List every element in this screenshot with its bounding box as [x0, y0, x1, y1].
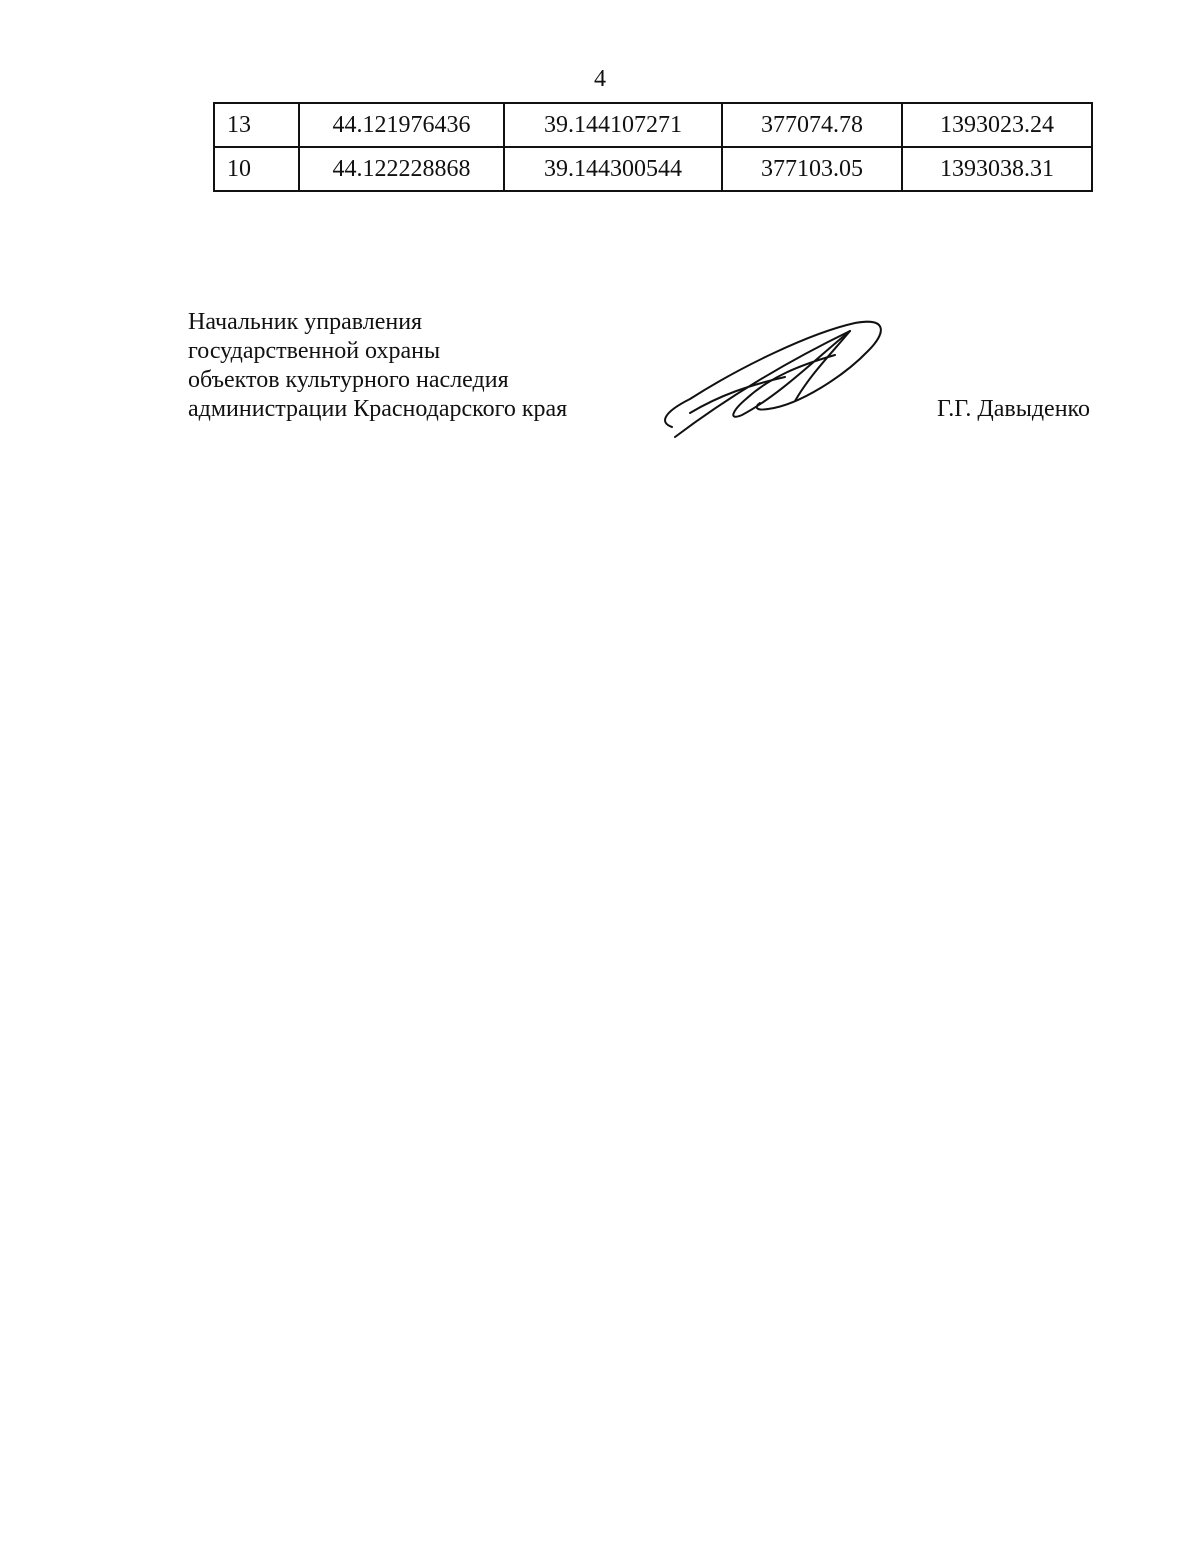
point-number-cell: 10 [214, 147, 299, 191]
handwritten-signature [650, 315, 890, 450]
signer-position-line: Начальник управления [188, 309, 423, 335]
signer-position-line: государственной охраны [188, 338, 441, 364]
y-coordinate-cell: 1393023.24 [902, 103, 1092, 147]
signer-position-line: администрации Краснодарского края [188, 396, 568, 422]
longitude-cell: 39.144300544 [504, 147, 722, 191]
page-number: 4 [594, 66, 606, 92]
x-coordinate-cell: 377103.05 [722, 147, 902, 191]
point-number-cell: 13 [214, 103, 299, 147]
y-coordinate-cell: 1393038.31 [902, 147, 1092, 191]
signer-name: Г.Г. Давыденко [937, 396, 1090, 422]
signer-position-line: объектов культурного наследия [188, 367, 509, 393]
latitude-cell: 44.121976436 [299, 103, 504, 147]
table-row [214, 103, 1092, 147]
coordinates-table [213, 102, 1093, 192]
latitude-cell: 44.122228868 [299, 147, 504, 191]
signer-position [188, 308, 567, 424]
longitude-cell: 39.144107271 [504, 103, 722, 147]
x-coordinate-cell: 377074.78 [722, 103, 902, 147]
table-row [214, 147, 1092, 191]
